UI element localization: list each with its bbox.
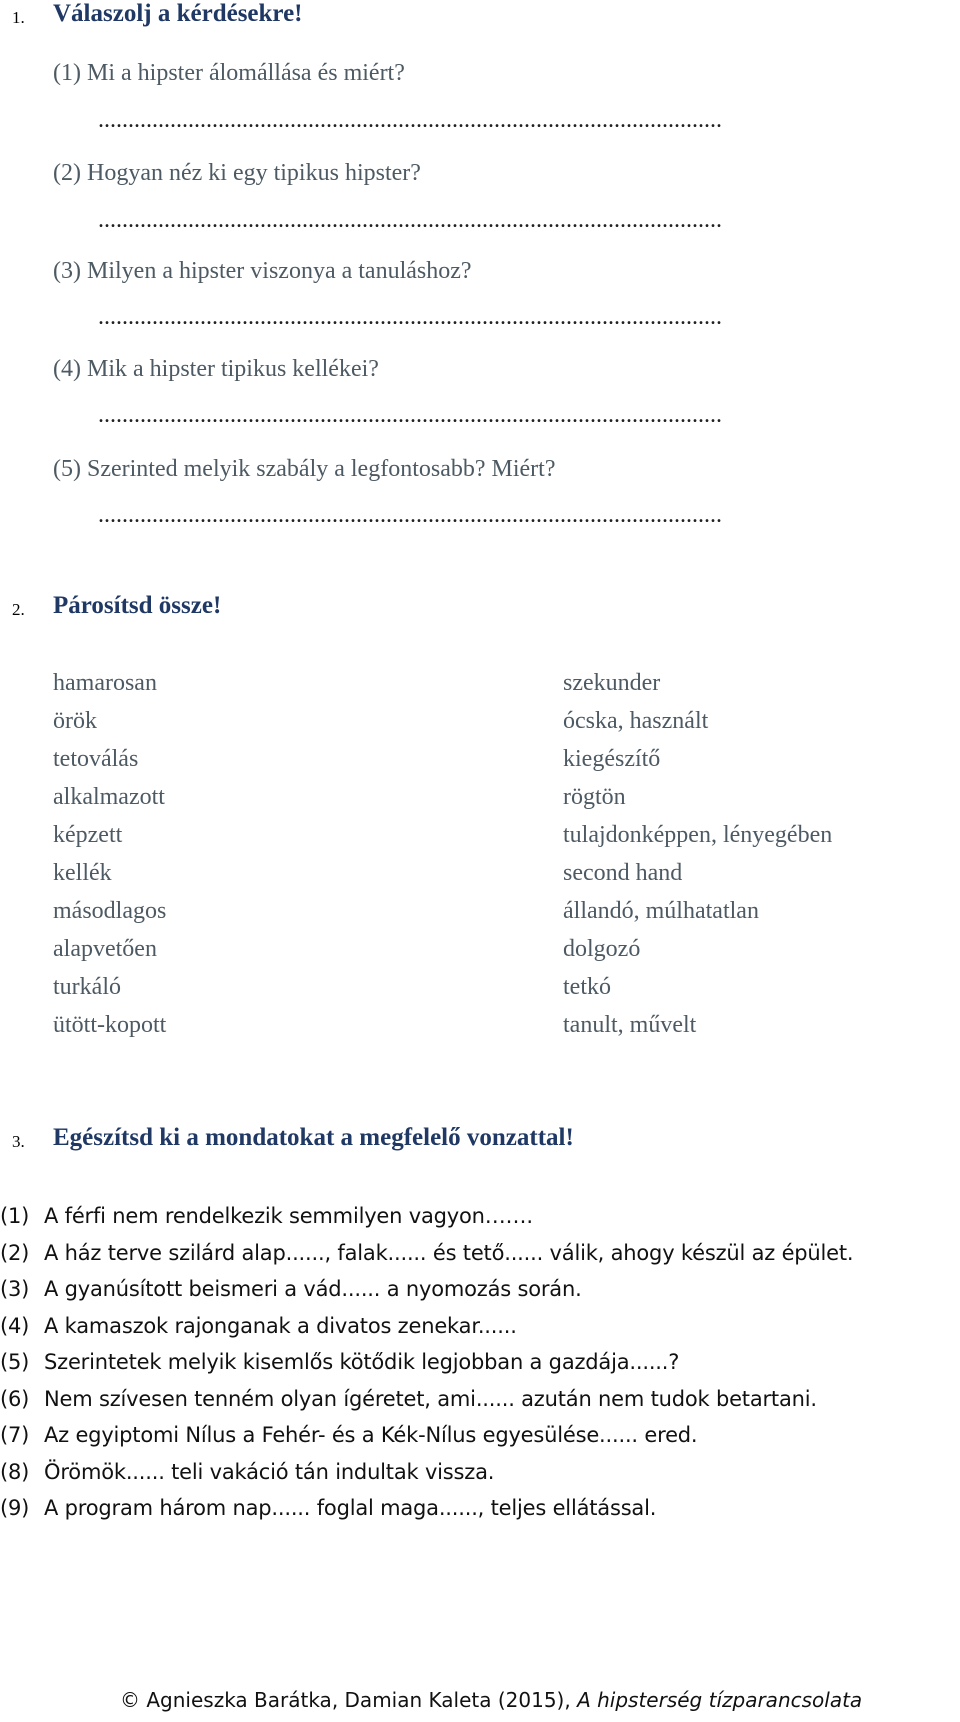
footer-credit-text: © Agnieszka Barátka, Damian Kaleta (2015), <box>120 1688 578 1712</box>
sentence-text: Nem szívesen tenném olyan ígéretet, ami...... azután nem tudok betartani. <box>44 1386 817 1411</box>
match-right-item[interactable]: szekunder <box>563 670 661 696</box>
sentence-text: A program három nap...... foglal maga......, teljes ellátással. <box>44 1496 657 1520</box>
sentence-number: (1) <box>0 1204 30 1228</box>
section-1-number: 1. <box>12 8 25 27</box>
sentence-number: (6) <box>0 1386 30 1411</box>
sentence-text: Örömök...... teli vakáció tán indultak vissza. <box>44 1459 495 1484</box>
section-3-title: Egészítsd ki a mondatokat a megfelelő vonzattal! <box>53 1124 574 1151</box>
sentence-number: (4) <box>0 1313 30 1338</box>
sentence-number: (5) <box>0 1350 30 1374</box>
sentence-list <box>0 1198 853 1527</box>
match-left-item[interactable]: ütött-kopott <box>53 1012 167 1038</box>
footer-work-title: A hipsterség tízparancsolata <box>577 1688 863 1712</box>
sentence-text: A ház terve szilárd alap......, falak...... és tető...... válik, ahogy készül az épület. <box>44 1240 854 1265</box>
sentence-number: (2) <box>0 1240 30 1265</box>
sentence-item <box>0 1308 853 1345</box>
match-right-item[interactable]: rögtön <box>563 784 626 810</box>
match-right-item[interactable]: dolgozó <box>563 936 641 962</box>
question-1: (1) Mi a hipster álomállása és miért? <box>53 60 405 86</box>
match-left-item[interactable]: örök <box>53 708 97 734</box>
sentence-text: A gyanúsított beismeri a vád...... a nyomozás során. <box>44 1277 582 1301</box>
answer-line-5[interactable]: ........................................................................................................ <box>98 503 722 527</box>
match-left-item[interactable]: turkáló <box>53 974 121 1000</box>
section-2-title: Párosítsd össze! <box>53 592 222 619</box>
match-left-item[interactable]: hamarosan <box>53 670 157 696</box>
sentence-item <box>0 1454 853 1491</box>
question-3: (3) Milyen a hipster viszonya a tanuláshoz? <box>53 258 472 284</box>
match-right-item[interactable]: tanult, művelt <box>563 1012 697 1038</box>
sentence-text: Az egyiptomi Nílus a Fehér- és a Kék-Nílus egyesülése...... ered. <box>44 1423 698 1447</box>
answer-line-1[interactable]: ........................................................................................................ <box>98 108 722 132</box>
matching-right-column <box>563 664 832 1044</box>
answer-line-3[interactable]: ........................................................................................................ <box>98 305 722 329</box>
match-left-item[interactable]: alapvetően <box>53 936 157 962</box>
section-2-number: 2. <box>12 600 25 619</box>
sentence-number: (7) <box>0 1423 30 1447</box>
match-left-item[interactable]: másodlagos <box>53 898 167 924</box>
question-5: (5) Szerinted melyik szabály a legfontosabb? Miért? <box>53 456 556 482</box>
match-right-item[interactable]: tetkó <box>563 974 611 1000</box>
sentence-item <box>0 1235 853 1272</box>
match-left-item[interactable]: kellék <box>53 860 112 886</box>
sentence-item <box>0 1490 853 1527</box>
match-right-item[interactable]: ócska, használt <box>563 708 709 734</box>
sentence-item <box>0 1381 853 1418</box>
match-left-item[interactable]: tetoválás <box>53 746 139 772</box>
section-3-number: 3. <box>12 1132 25 1151</box>
sentence-number: (3) <box>0 1277 30 1301</box>
answer-line-2[interactable]: ........................................................................................................ <box>98 208 722 232</box>
answer-line-4[interactable]: ........................................................................................................ <box>98 403 722 427</box>
question-4: (4) Mik a hipster tipikus kellékei? <box>53 356 379 382</box>
match-left-item[interactable]: képzett <box>53 822 123 848</box>
sentence-text: A férfi nem rendelkezik semmilyen vagyon……. <box>44 1204 533 1228</box>
section-1-title: Válaszolj a kérdésekre! <box>53 0 303 27</box>
match-right-item[interactable]: tulajdonképpen, lényegében <box>563 822 833 848</box>
match-left-item[interactable]: alkalmazott <box>53 784 165 810</box>
sentence-text: Szerintetek melyik kisemlős kötődik legjobban a gazdája......? <box>44 1350 680 1374</box>
sentence-item <box>0 1271 853 1308</box>
sentence-item <box>0 1344 853 1381</box>
sentence-number: (9) <box>0 1496 30 1520</box>
sentence-item <box>0 1417 853 1454</box>
sentence-text: A kamaszok rajonganak a divatos zenekar...... <box>44 1313 517 1338</box>
sentence-number: (8) <box>0 1459 30 1484</box>
footer-credit <box>120 1688 862 1712</box>
match-right-item[interactable]: kiegészítő <box>563 746 661 772</box>
sentence-item <box>0 1198 853 1235</box>
match-right-item[interactable]: second hand <box>563 860 683 886</box>
question-2: (2) Hogyan néz ki egy tipikus hipster? <box>53 160 421 186</box>
matching-left-column <box>53 664 166 1044</box>
match-right-item[interactable]: állandó, múlhatatlan <box>563 898 759 924</box>
